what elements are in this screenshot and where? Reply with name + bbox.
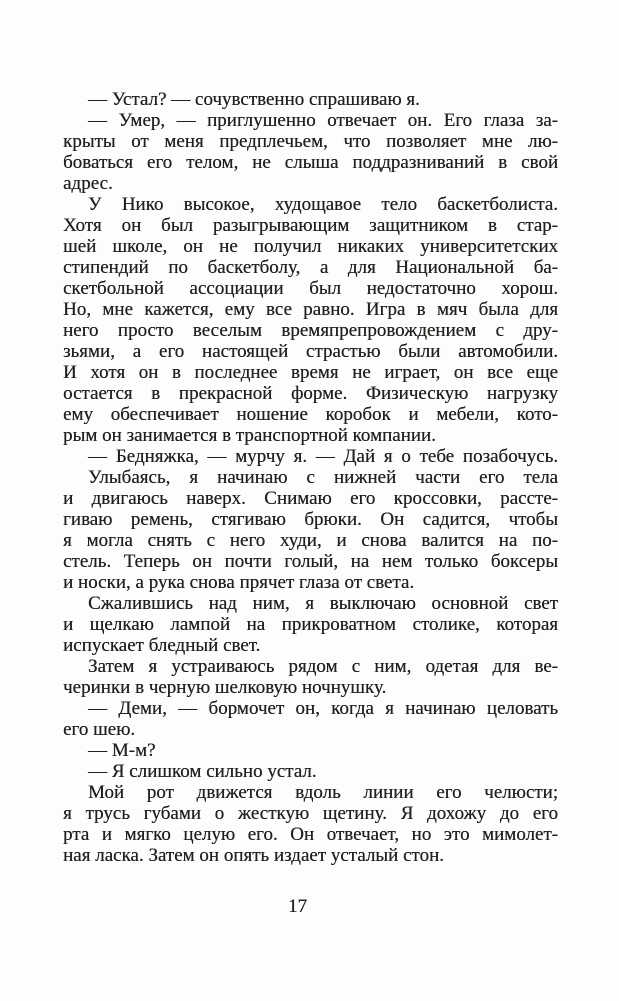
text-line: стель. Теперь он почти голый, на нем только боксеры — [63, 551, 558, 572]
text-line: — Деми, — бормочет он, когда я начинаю целовать — [88, 698, 558, 719]
text-line: зьями, а его настоящей страстью были автомобили. — [63, 341, 558, 362]
page-text — [63, 89, 558, 866]
text-line: стипендий по баскетболу, а для Национальной ба- — [63, 257, 558, 278]
text-line: шей школе, он не получил никаких университетских — [63, 236, 558, 257]
paragraph — [63, 698, 558, 740]
text-line: и щелкаю лампой на прикроватном столике, которая — [63, 614, 558, 635]
paragraph — [63, 656, 558, 698]
page-number: 17 — [288, 896, 307, 917]
text-line: Улыбаясь, я начинаю с нижней части его тела — [88, 467, 558, 488]
text-line: Мой рот движется вдоль линии его челюсти; — [88, 782, 558, 803]
text-line: У Нико высокое, худощавое тело баскетболиста. — [88, 194, 558, 215]
text-line: остается в прекрасной форме. Физическую нагрузку — [63, 383, 558, 404]
paragraph — [63, 446, 558, 467]
text-line: гиваю ремень, стягиваю брюки. Он садится, чтобы — [63, 509, 558, 530]
text-line: Хотя он был разыгрывающим защитником в стар- — [63, 215, 558, 236]
text-line: я могла снять с него худи, и снова валится на по- — [63, 530, 558, 551]
text-line: Сжалившись над ним, я выключаю основной свет — [88, 593, 558, 614]
text-line: испускает бледный свет. — [63, 635, 261, 656]
text-line: черинки в черную шелковую ночнушку. — [63, 677, 387, 698]
text-line: — М-м? — [88, 740, 156, 761]
text-line: него просто веселым времяпрепровождением с дру- — [63, 320, 558, 341]
text-line: ная ласка. Затем он опять издает усталый стон. — [63, 845, 444, 866]
paragraph — [63, 89, 558, 110]
text-line: И хотя он в последнее время не играет, он все еще — [63, 362, 558, 383]
text-line: рта и мягко целую его. Он отвечает, но это мимолет- — [63, 824, 558, 845]
text-line: Но, мне кажется, ему все равно. Игра в мяч была для — [63, 299, 558, 320]
text-line: — Я слишком сильно устал. — [88, 761, 317, 782]
text-line: его шею. — [63, 719, 136, 740]
text-line: и носки, а рука снова прячет глаза от света. — [63, 572, 415, 593]
text-line: адрес. — [63, 173, 113, 194]
text-line: Затем я устраиваюсь рядом с ним, одетая для ве- — [88, 656, 558, 677]
paragraph — [63, 782, 558, 866]
text-line: я трусь губами о жесткую щетину. Я дохожу до его — [63, 803, 558, 824]
text-line: — Устал? — сочувственно спрашиваю я. — [88, 89, 420, 110]
text-line: и двигаюсь наверх. Снимаю его кроссовки, рассте- — [63, 488, 558, 509]
text-line: — Бедняжка, — мурчу я. — Дай я о тебе позабочусь. — [88, 446, 558, 467]
text-line: ему обеспечивает ношение коробок и мебели, кото- — [63, 404, 558, 425]
paragraph — [63, 740, 558, 761]
text-line: рым он занимается в транспортной компании. — [63, 425, 436, 446]
text-line: — Умер, — приглушенно отвечает он. Его глаза за- — [88, 110, 558, 131]
text-line: скетбольной ассоциации был недостаточно хорош. — [63, 278, 558, 299]
text-line: крыты от меня предплечьем, что позволяет мне лю- — [63, 131, 558, 152]
paragraph — [63, 467, 558, 593]
paragraph — [63, 593, 558, 656]
paragraph — [63, 194, 558, 446]
text-line: боваться его телом, не слыша поддразниваний в свой — [63, 152, 558, 173]
paragraph — [63, 761, 558, 782]
paragraph — [63, 110, 558, 194]
